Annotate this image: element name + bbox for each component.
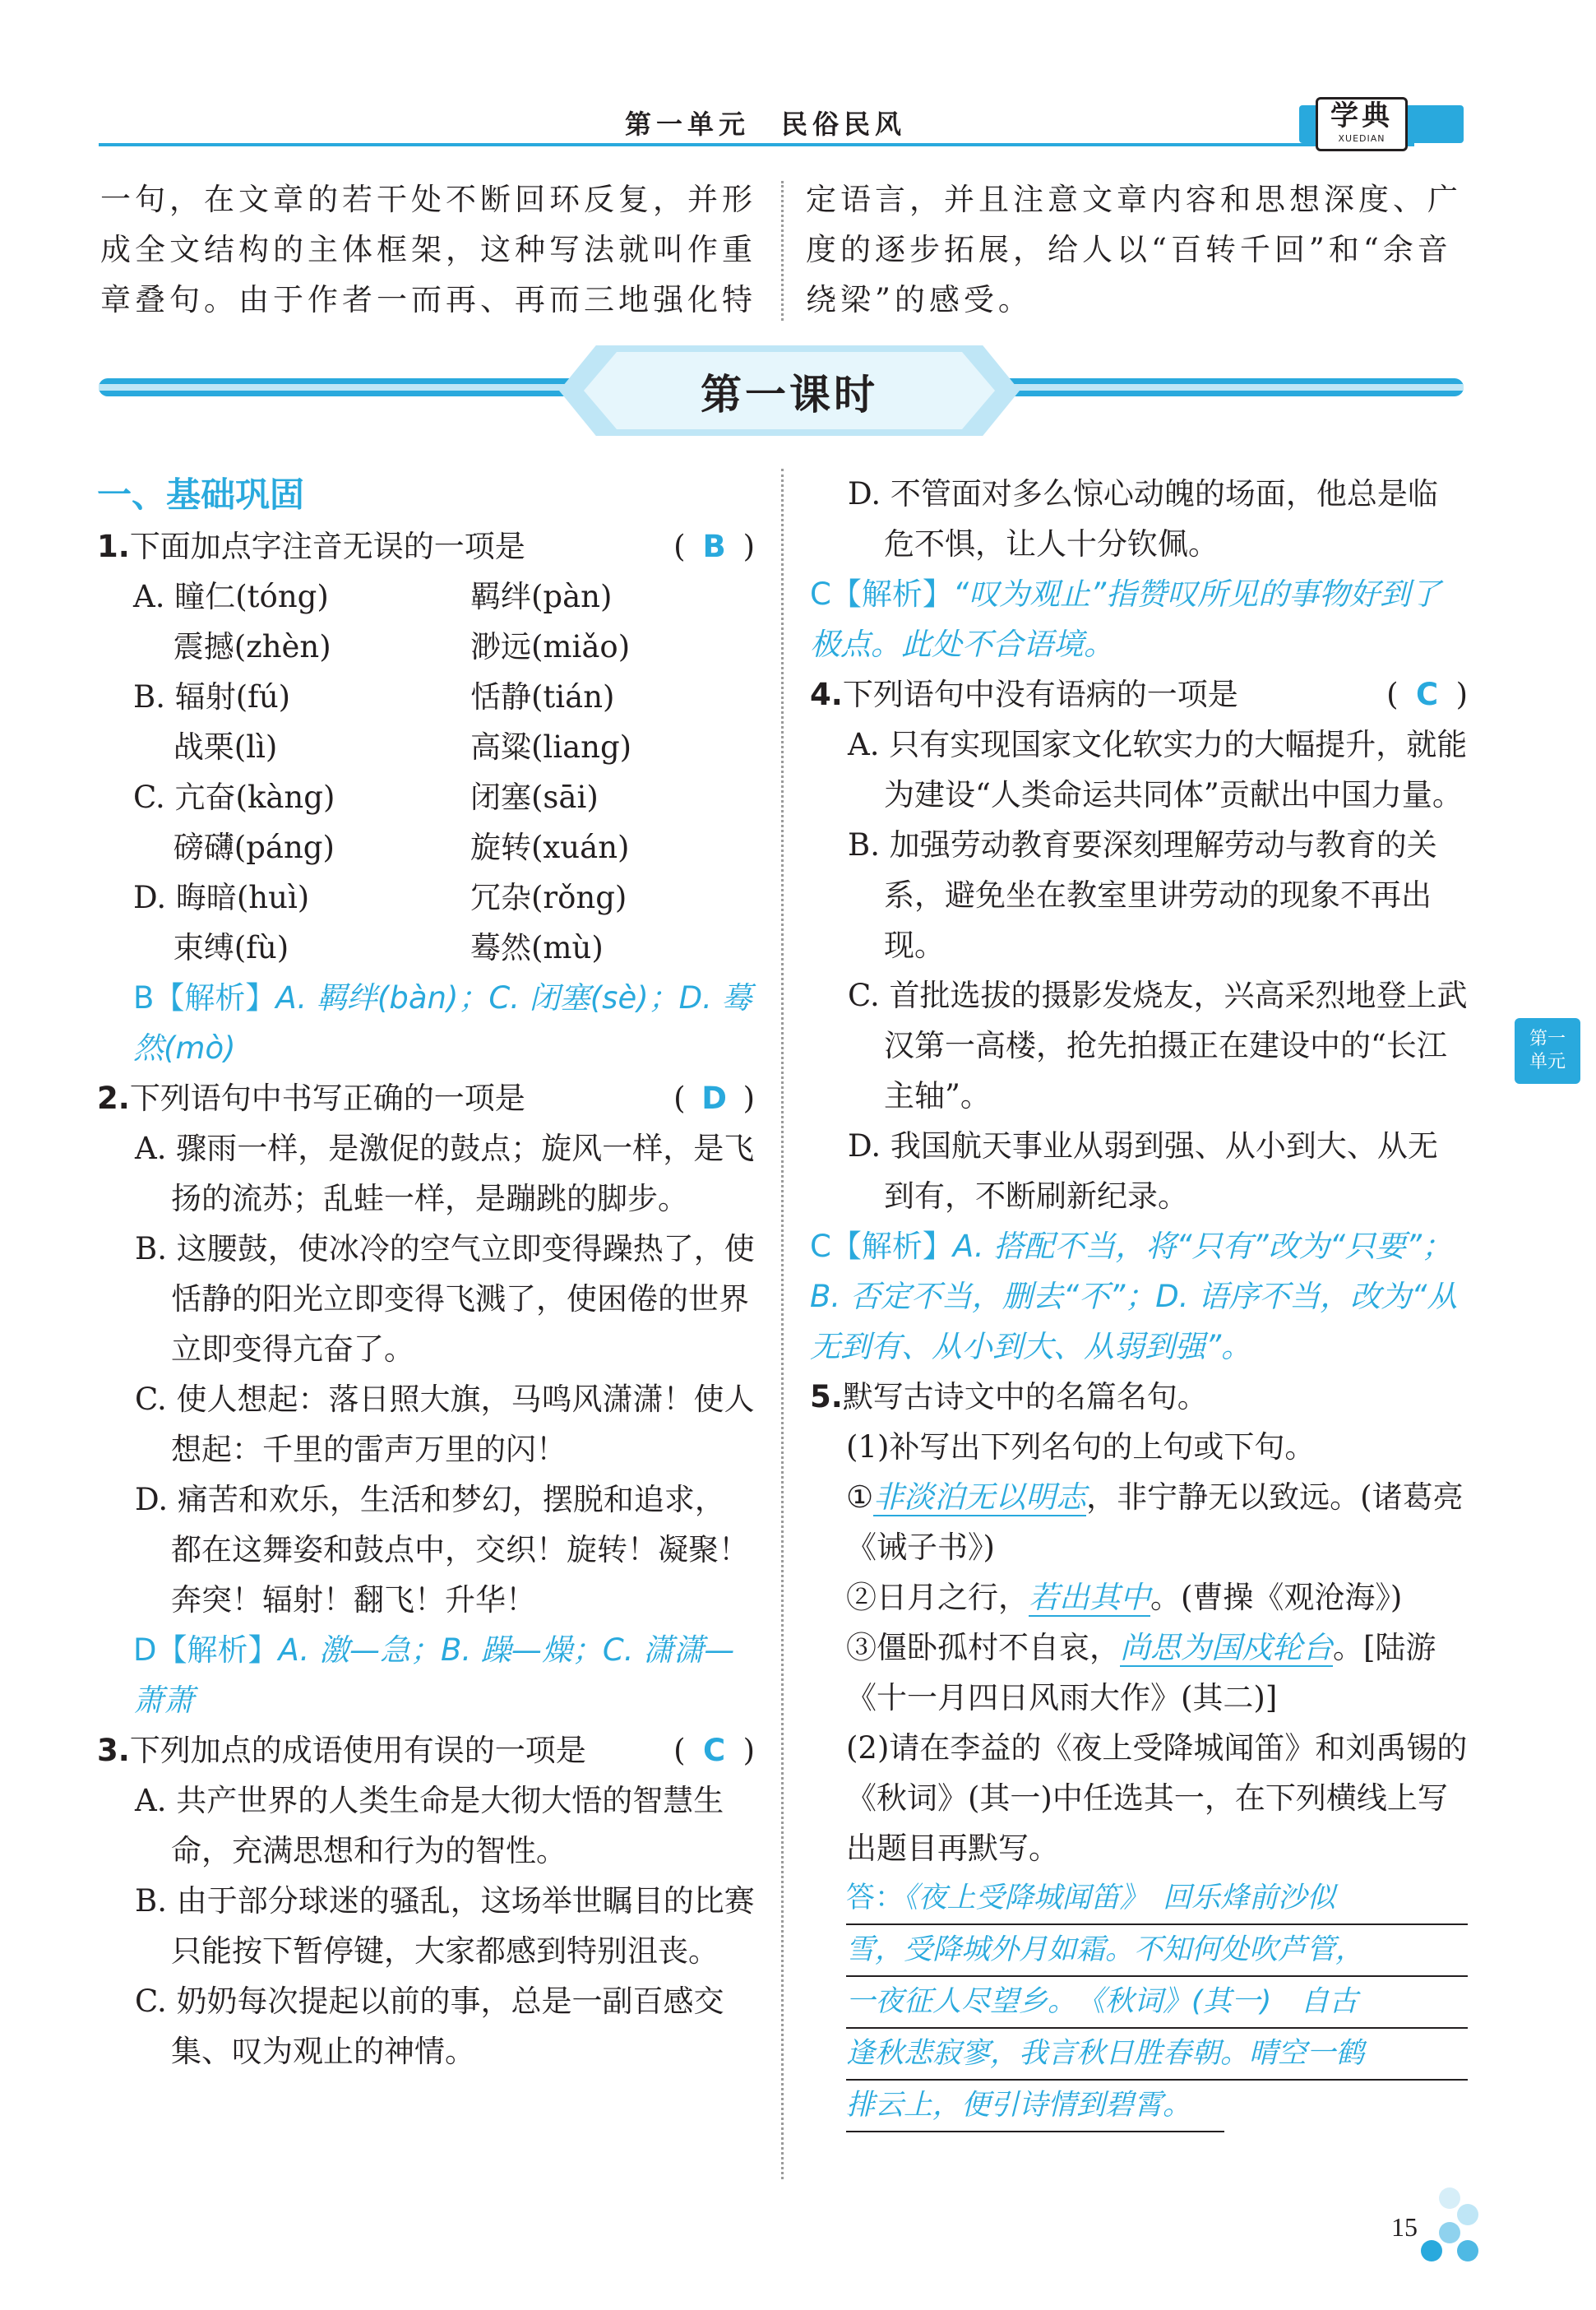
question-1-option-cell: 羁绊(pàn) [470, 579, 613, 614]
question-1-option-cell: 震撼(zhèn) [133, 629, 331, 664]
page-number: 15 [1391, 2212, 1418, 2242]
intro-left-text: 一句，在文章的若干处不断回环反复，并形成全文结构的主体框架，这种写法就叫作重章叠句。由于作者一而再、再而三地强化特 [100, 182, 756, 317]
answer-line-4: 逢秋悲寂寥，我言秋日胜春朝。晴空一鹤 [846, 2029, 1468, 2081]
question-4-analysis: C【解析】A. 搭配不当，将“只有”改为“只要”；B. 否定不当，删去“不”；D. 语序不当，改为“从无到有、从小到大、从弱到强”。 [810, 1229, 1458, 1364]
question-2-stem: 下列语句中书写正确的一项是 [129, 1081, 525, 1116]
answer-blank-1: 非淡泊无以明志 [873, 1479, 1087, 1515]
question-1-option-cell: C. 亢奋(kàng) [133, 780, 335, 815]
answer-line-1: 答：《夜上受降城闻笛》 回乐烽前沙似 [846, 1873, 1468, 1925]
left-column [97, 469, 755, 2076]
question-5-answer [846, 1873, 1468, 2132]
question-2-answer: D [701, 1081, 727, 1116]
lesson-banner [99, 345, 1464, 436]
question-1-option-cell: 恬静(tián) [470, 679, 615, 715]
question-2-option-c: C. 使人想起：落日照大旗，马鸣风潇潇！使人想起：千里的雷声万里的闪！ [135, 1382, 755, 1467]
question-4-option-c: C. 首批选拔的摄影发烧友，兴高采烈地登上武汉第一高楼，抢先拍摄正在建设中的“长江主轴”。 [848, 978, 1468, 1113]
question-3-option-a: A. 共产世界的人类生命是大彻大悟的智慧生命，充满思想和行为的智性。 [135, 1783, 724, 1868]
question-1-answer: B [702, 529, 726, 564]
question-1-option-cell: D. 晦暗(huì) [133, 880, 310, 915]
question-1-option-cell: 冗杂(rǒng) [470, 880, 627, 915]
answer-line-3: 一夜征人尽望乡。 《秋词》(其一) 自古 [846, 1977, 1468, 2029]
question-5-line-1: ①非淡泊无以明志，非宁静无以致远。(诸葛亮《诫子书》) [846, 1479, 1464, 1565]
answer-blank-3: 尚思为国戍轮台 [1120, 1630, 1333, 1665]
question-1-option-cell: 高粱(liang) [470, 729, 632, 765]
unit-side-tab: 第一 单元 [1515, 1018, 1580, 1084]
question-2-option-a: A. 骤雨一样，是激促的鼓点；旋风一样，是飞扬的流苏；乱蛙一样，是蹦跳的脚步。 [135, 1131, 755, 1216]
question-3-option-d: D. 不管面对多么惊心动魄的场面，他总是临危不惧，让人十分钦佩。 [848, 476, 1438, 562]
question-2-analysis: D【解析】A. 激—急；B. 躁—燥；C. 潇潇—萧萧 [133, 1632, 735, 1718]
question-4-stem: 下列语句中没有语病的一项是 [842, 677, 1238, 712]
question-1-option-cell: 战栗(lì) [133, 729, 278, 765]
publisher-logo [1299, 97, 1464, 151]
header-rule [99, 143, 1414, 146]
question-1-option-cell: 束缚(fù) [133, 930, 289, 965]
question-2-option-d: D. 痛苦和欢乐，生活和梦幻，摆脱和追求，都在这舞姿和鼓点中，交织！旋转！凝聚！奔突！辐射！翻飞！升华！ [135, 1482, 749, 1618]
question-1-option-cell: 旋转(xuán) [470, 830, 630, 865]
column-divider-top [781, 181, 784, 321]
question-5-stem: 默写古诗文中的名篇名句。 [842, 1379, 1208, 1414]
page-header [99, 90, 1464, 148]
question-4: 4.下列语句中没有语病的一项是 ( C ) [810, 669, 1468, 720]
question-5-line-3: ③僵卧孤村不自哀，尚思为国戍轮台。[陆游《十一月四日风雨大作》(其二)] [846, 1630, 1436, 1715]
right-column [810, 469, 1468, 2132]
answer-blank-2: 若出其中 [1029, 1580, 1150, 1615]
question-2: 2.下列语句中书写正确的一项是 ( D ) [97, 1073, 755, 1123]
question-1-option-cell: 渺远(miǎo) [470, 629, 631, 664]
logo-cn: 学典 [1330, 100, 1393, 132]
question-5-part-2: (2)请在李益的《夜上受降城闻笛》和刘禹锡的《秋词》(其一)中任选其一，在下列横线上写出题目再默写。 [846, 1730, 1468, 1866]
question-3-option-c: C. 奶奶每次提起以前的事，总是一副百感交集、叹为观止的神情。 [135, 1984, 724, 2069]
question-4-option-d: D. 我国航天事业从弱到强、从小到大、从无到有，不断刷新纪录。 [848, 1128, 1438, 1214]
section-heading: 一、基础巩固 [97, 474, 305, 515]
question-4-answer: C [1415, 677, 1439, 712]
question-3-stem: 下列加点的成语使用有误的一项是 [129, 1733, 586, 1768]
question-1-option-cell: A. 瞳仁(tóng) [133, 579, 329, 614]
lesson-title: 第一课时 [701, 371, 878, 419]
question-3-answer: C [702, 1733, 726, 1768]
question-1-stem: 下面加点字注音无误的一项是 [129, 529, 525, 564]
question-1-option-cell: B. 辐射(fú) [133, 679, 291, 715]
question-5-line-2: ②日月之行，若出其中。(曹操《观沧海》) [846, 1580, 1403, 1615]
decorative-dots [1414, 2187, 1480, 2278]
question-3-analysis: C【解析】“叹为观止”指赞叹所见的事物好到了极点。此处不合语境。 [810, 576, 1441, 662]
answer-line-2: 雪，受降城外月如霜。不知何处吹芦管， [846, 1925, 1468, 1977]
question-4-option-a: A. 只有实现国家文化软实力的大幅提升，就能为建设“人类命运共同体”贡献出中国力量。 [848, 727, 1468, 812]
question-1-options [133, 572, 755, 973]
question-2-option-b: B. 这腰鼓，使冰冷的空气立即变得躁热了，使恬静的阳光立即变得飞溅了，使困倦的世界立即变得亢奋了。 [135, 1231, 755, 1367]
unit-title: 第一单元 民俗民风 [625, 109, 907, 140]
question-5-part-1: (1)补写出下列名句的上句或下句。 [846, 1429, 1316, 1465]
intro-right-text: 定语言，并且注意文章内容和思想深度、广度的逐步拓展，给人以“百转千回”和“余音绕梁”的感受。 [806, 182, 1462, 317]
question-4-option-b: B. 加强劳动教育要深刻理解劳动与教育的关系，避免坐在教室里讲劳动的现象不再出现。 [848, 827, 1437, 963]
question-1-option-cell: 闭塞(sāi) [470, 780, 599, 815]
answer-line-5: 排云上，便引诗情到碧霄。 [846, 2081, 1224, 2132]
question-3-option-b: B. 由于部分球迷的骚乱，这场举世瞩目的比赛只能按下暂停键，大家都感到特别沮丧。 [135, 1883, 755, 1969]
question-1-analysis: B【解析】A. 羁绊(bàn)；C. 闭塞(sè)；D. 蓦然(mò) [133, 980, 752, 1066]
question-5: 5.默写古诗文中的名篇名句。 [810, 1379, 1208, 1414]
question-1: 1.下面加点字注音无误的一项是 ( B ) [97, 521, 755, 572]
question-1-option-cell: 蓦然(mù) [470, 930, 604, 965]
question-3: 3.下列加点的成语使用有误的一项是 ( C ) [97, 1725, 755, 1775]
logo-en: XUEDIAN [1338, 133, 1386, 144]
question-1-option-cell: 磅礴(páng) [133, 830, 335, 865]
